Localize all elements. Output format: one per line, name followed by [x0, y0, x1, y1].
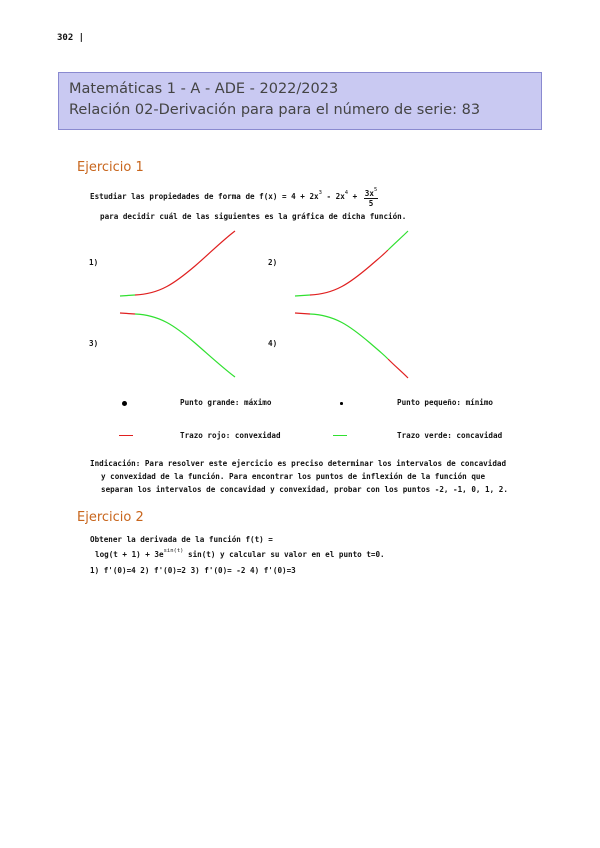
statement-plus: +	[348, 192, 362, 201]
legend-green-line: Trazo verde: concavidad	[397, 431, 503, 440]
graph-1-green-segment	[120, 295, 135, 296]
graph-label-3: 3)	[89, 339, 99, 348]
graph-2-green-segment-right	[388, 231, 408, 250]
big-dot-icon	[122, 401, 127, 406]
hint-line-1: Indicación: Para resolver este ejercicio es preciso determinar los intervalos de concavidad	[90, 459, 507, 468]
graph-1	[115, 228, 240, 303]
graph-label-1: 1)	[89, 258, 99, 267]
graph-1-red-segment	[135, 231, 235, 295]
exercise-2-line-2-b: sin(t) y calcular su valor en el punto t=0.	[183, 550, 385, 559]
exercise-1-title: Ejercicio 1	[77, 160, 144, 175]
graph-2	[290, 228, 415, 303]
exercise-2-line-2-a: log(t + 1) + 3e	[95, 550, 164, 559]
fraction-exponent: 5	[373, 187, 378, 193]
legend-big-dot: Punto grande: máximo	[180, 398, 272, 407]
header-box	[58, 72, 542, 130]
graph-label-4: 4)	[268, 339, 278, 348]
graph-3-green-segment	[135, 314, 235, 377]
graph-label-2: 2)	[268, 258, 278, 267]
exponent-2: 4	[344, 190, 349, 196]
exercise-2-options: 1) f'(0)=4 2) f'(0)=2 3) f'(0)= -2 4) f'(0)=3	[90, 566, 296, 575]
exercise-2-title: Ejercicio 2	[77, 510, 144, 525]
graph-4-red-segment-left	[295, 313, 310, 314]
graph-2-red-segment	[310, 250, 388, 295]
exercise-2-line-1: Obtener la derivada de la función f(t) =	[90, 535, 273, 544]
small-dot-icon	[340, 402, 343, 405]
page-number: 302 |	[57, 33, 85, 43]
graph-4	[290, 306, 415, 381]
fraction	[364, 186, 378, 208]
hint-line-2: y convexidad de la función. Para encontrar los puntos de inflexión de la función que	[101, 472, 486, 481]
exponent-1: 3	[318, 190, 322, 196]
legend-small-dot: Punto pequeño: mínimo	[397, 398, 494, 407]
graph-4-red-segment-right	[388, 359, 408, 378]
exercise-1-statement-line-2: para decidir cuál de las siguientes es la gráfica de dicha función.	[100, 212, 407, 221]
graph-3-red-segment	[120, 313, 135, 314]
fraction-denominator: 5	[368, 199, 374, 208]
exercise-2-exponent: sin(t)	[163, 548, 184, 554]
green-line-icon	[333, 435, 347, 436]
graph-3	[115, 306, 240, 381]
statement-prefix: Estudiar las propiedades de forma de f(x) = 4 + 2x	[90, 192, 319, 201]
graph-4-green-segment	[310, 314, 388, 359]
graph-2-green-segment-left	[295, 295, 310, 296]
exercise-1-statement	[90, 186, 378, 208]
hint-line-3: separan los intervalos de concavidad y convexidad, probar con los puntos -2, -1, 0, 1, 2.	[101, 485, 508, 494]
header-line-1: Matemáticas 1 - A - ADE - 2022/2023	[69, 81, 339, 97]
statement-mid: - 2x	[321, 192, 345, 201]
exercise-2-line-2	[95, 548, 385, 559]
legend-red-line: Trazo rojo: convexidad	[180, 431, 281, 440]
red-line-icon	[119, 435, 133, 436]
fraction-numerator: 3x	[364, 189, 374, 198]
header-line-2: Relación 02-Derivación para para el número de serie: 83	[69, 102, 481, 118]
